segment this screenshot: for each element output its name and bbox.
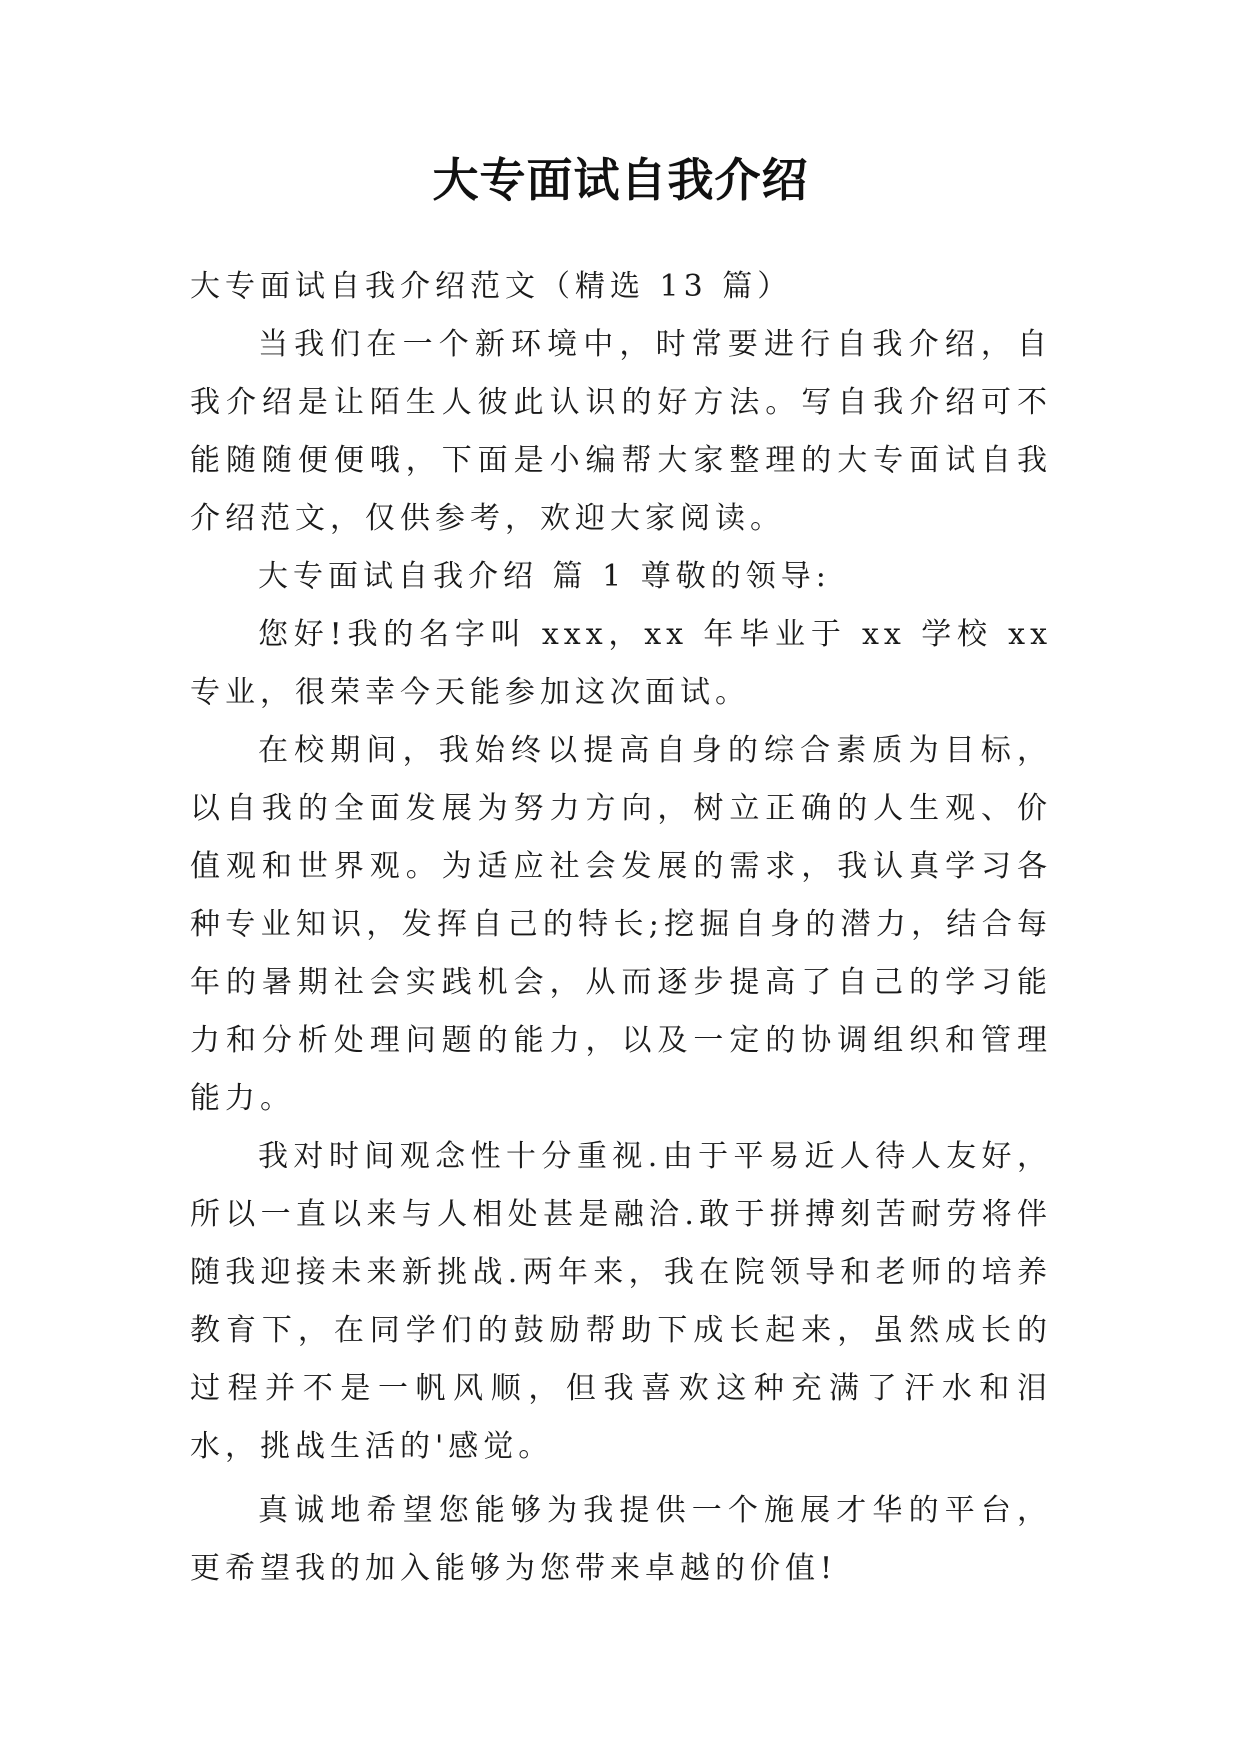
intro-paragraph: 当我们在一个新环境中，时常要进行自我介绍，自我介绍是让陌生人彼此认识的好方法。写自我介绍可不能随随便便哦，下面是小编帮大家整理的大专面试自我介绍范文，仅供参考，欢迎大家阅读。 — [190, 327, 1052, 536]
document-title: 大专面试自我介绍 — [432, 153, 809, 207]
school-paragraph: 在校期间，我始终以提高自身的综合素质为目标，以自我的全面发展为努力方向，树立正确的人生观、价值观和世界观。为适应社会发展的需求，我认真学习各种专业知识，发挥自己的特长;挖掘自身的潜力，结合每年的暑期社会实践机会，从而逐步提高了自己的学习能力和分析处理问题的能力，以及一定的协调组织和管理能力。 — [190, 733, 1052, 1116]
document-body — [190, 258, 1052, 1598]
closing-paragraph: 真诚地希望您能够为我提供一个施展才华的平台，更希望我的加入能够为您带来卓越的价值! — [190, 1493, 1052, 1586]
subtitle-paragraph: 大专面试自我介绍范文（精选 13 篇） — [190, 269, 793, 304]
section-heading-paragraph: 大专面试自我介绍 篇 1 尊敬的领导: — [258, 559, 831, 594]
greeting-paragraph: 您好!我的名字叫 xxx，xx 年毕业于 xx 学校 xx 专业，很荣幸今天能参加这次面试。 — [190, 617, 1052, 710]
personality-paragraph: 我对时间观念性十分重视.由于平易近人待人友好，所以一直以来与人相处甚是融洽.敢于拼搏刻苦耐劳将伴随我迎接未来新挑战.两年来，我在院领导和老师的培养教育下，在同学们的鼓励帮助下成长起来，虽然成长的过程并不是一帆风顺，但我喜欢这种充满了汗水和泪水，挑战生活的'感觉。 — [190, 1139, 1052, 1464]
